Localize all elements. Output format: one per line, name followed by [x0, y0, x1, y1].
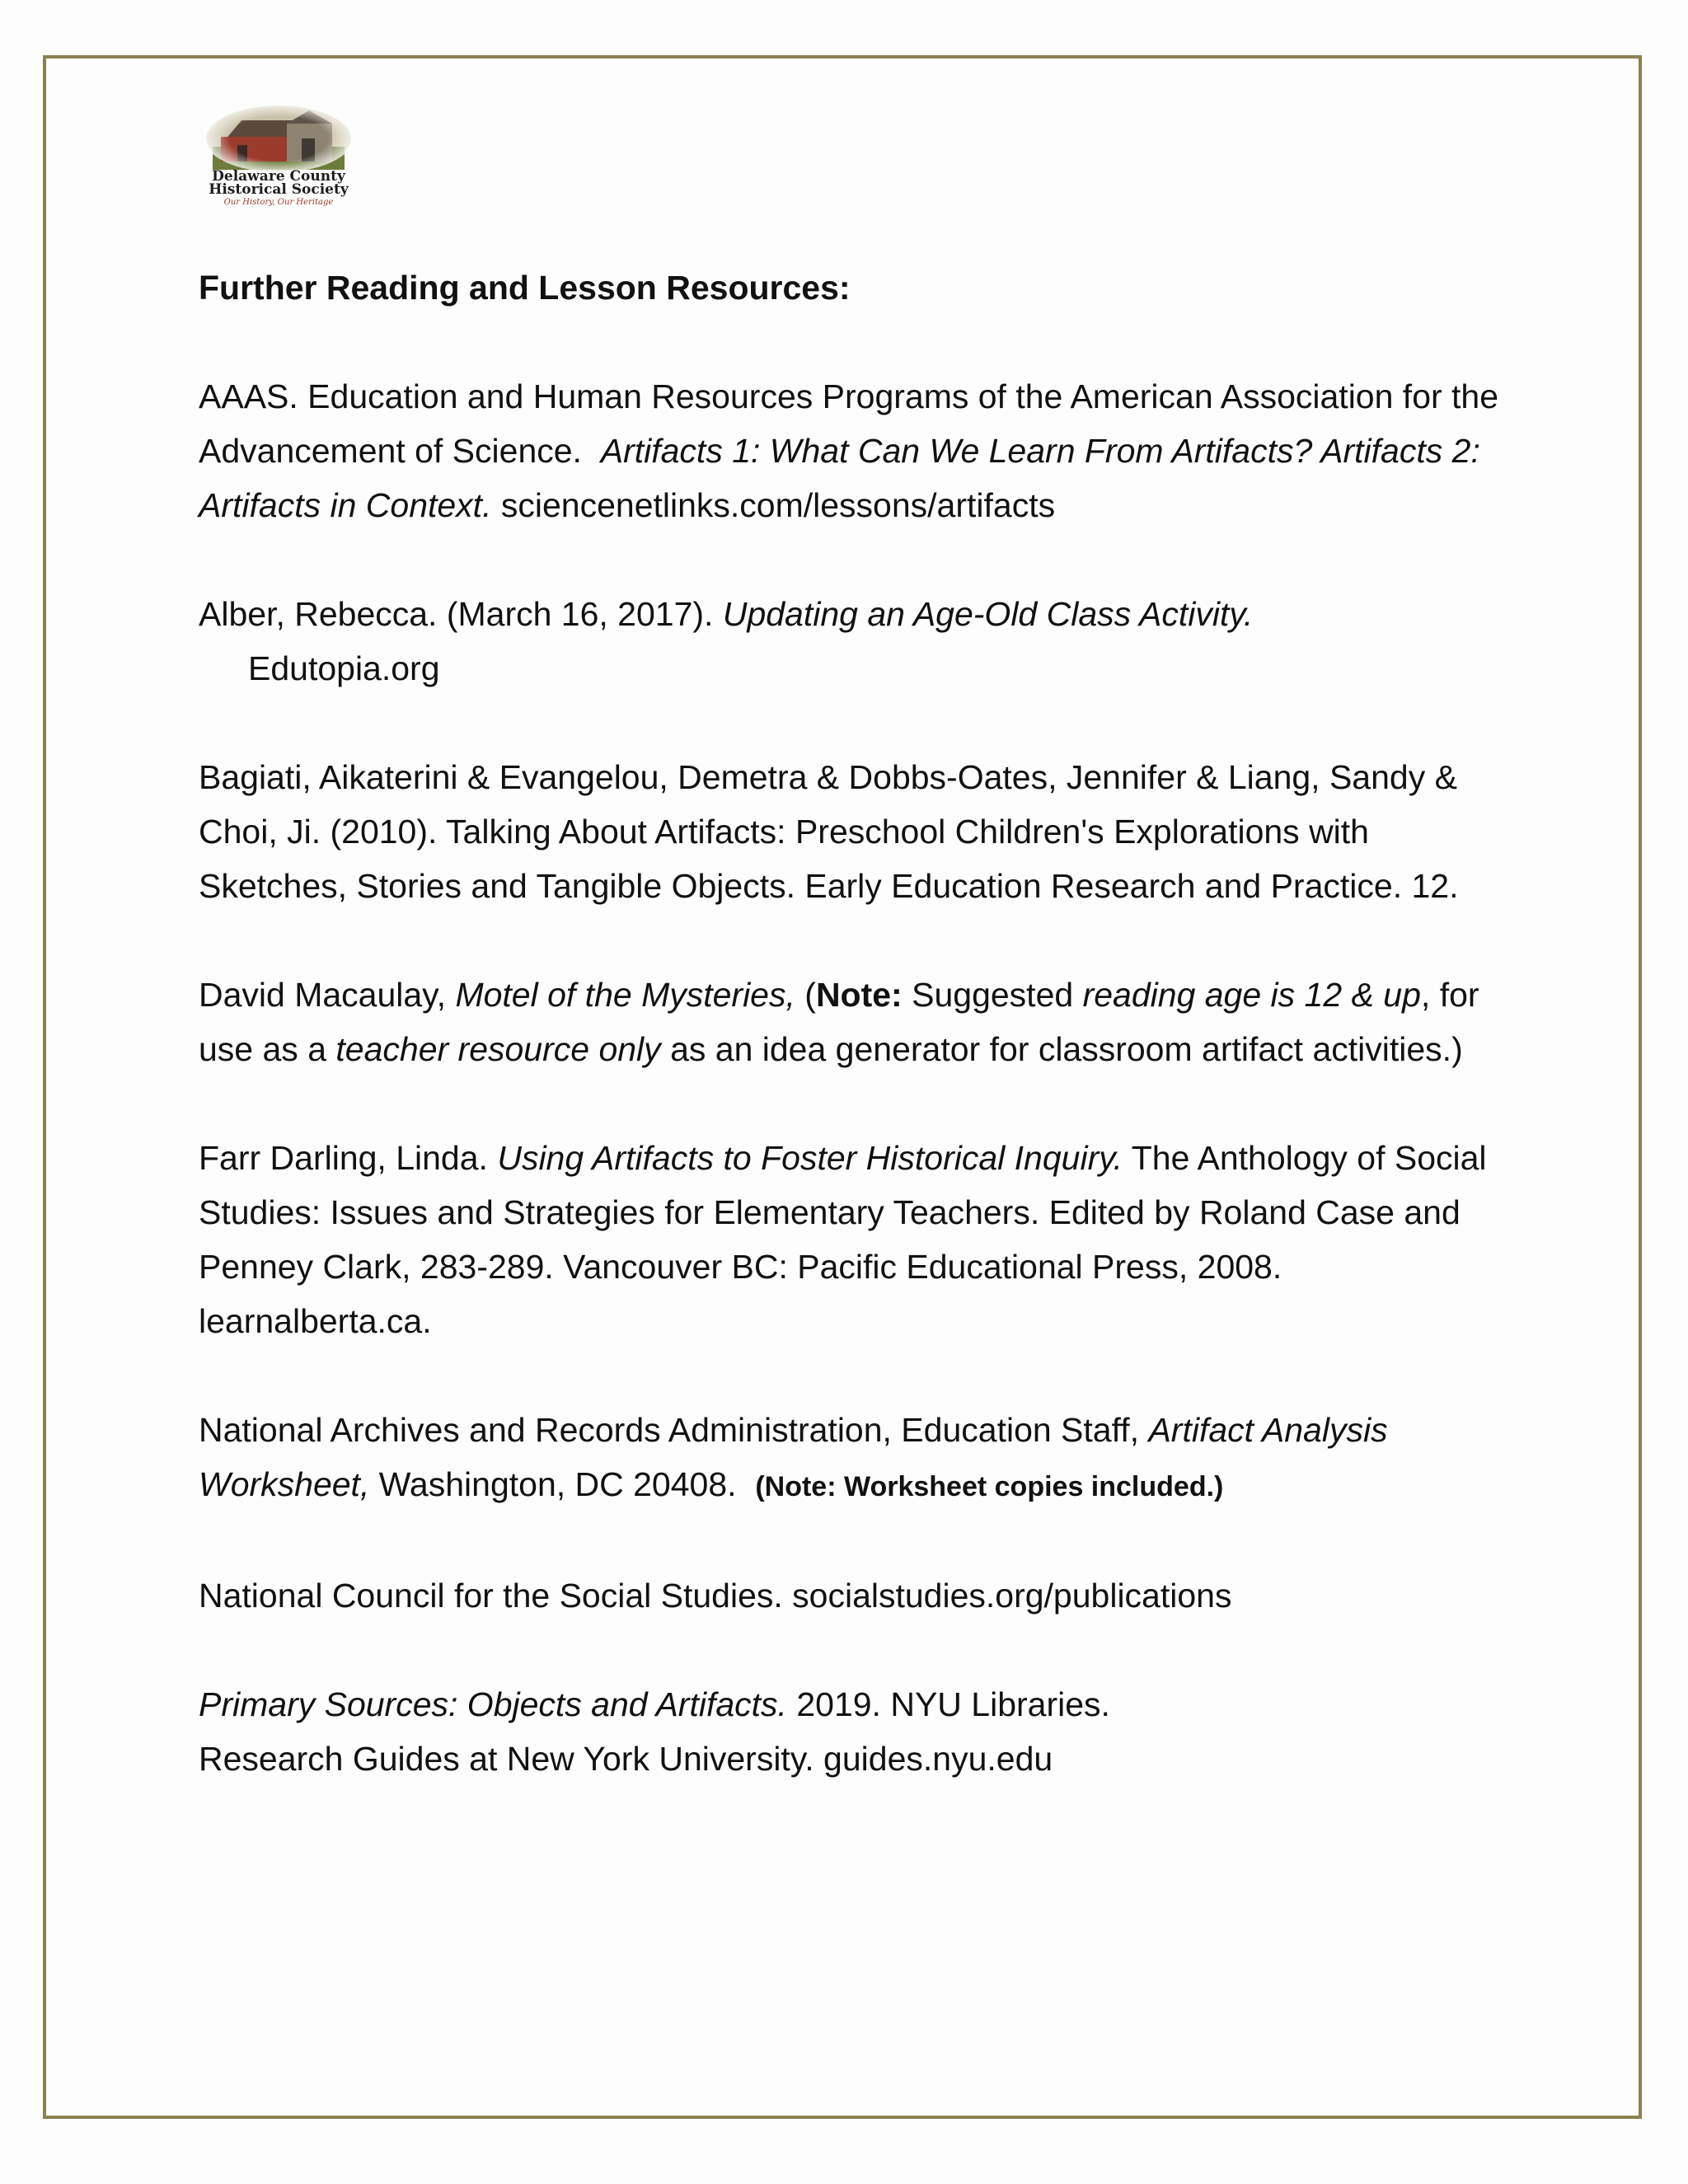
note-label: Note:: [815, 976, 903, 1014]
ref-emphasis: teacher resource only: [335, 1030, 661, 1068]
page-heading: Further Reading and Lesson Resources:: [199, 269, 851, 307]
ref-title: Using Artifacts to Foster Historical Inquiry.: [497, 1139, 1123, 1177]
ref-text: National Archives and Records Administration, Education Staff,: [199, 1411, 1140, 1449]
society-logo: [204, 105, 353, 213]
reference-farr-darling: [199, 1131, 1517, 1348]
reference-nara: [199, 1403, 1517, 1514]
reference-nyu: [199, 1677, 1517, 1786]
ref-title: Motel of the Mysteries,: [455, 976, 795, 1014]
ref-text: Bagiati, Aikaterini & Evangelou, Demetra & Dobbs-Oates, Jennifer & Liang, Sandy & Choi, Ji. (2010). Talking About Artifacts: Preschool Children's Explorations with Sketches, Stories and Tangible Objects. Early Education Research and Practice. 12.: [199, 758, 1459, 905]
reference-alber: [199, 587, 1517, 696]
ref-text: AAAS. Education and Human Resources Programs of the American Association for the Advancement of Science.: [199, 377, 1499, 470]
logo-line-2: Historical Society: [209, 181, 349, 198]
ref-text: 2019. NYU Libraries.: [796, 1685, 1110, 1723]
barn-image: [204, 105, 353, 171]
ref-title: Updating an Age-Old Class Activity.: [722, 595, 1254, 633]
ref-text: National Council for the Social Studies. socialstudies.org/publications: [199, 1577, 1232, 1615]
reference-macaulay: [199, 968, 1517, 1076]
ref-text: Farr Darling, Linda.: [199, 1139, 488, 1177]
ref-text: The Anthology of Social Studies: Issues and Strategies for Elementary Teachers. Edited by Roland Case and Penney Clark, 283-289. Vancouver BC: Pacific Educational Press, 2008. learnalberta.ca.: [199, 1139, 1487, 1340]
ref-url: Edutopia.org: [248, 649, 440, 687]
ref-title: Primary Sources: Objects and Artifacts.: [199, 1685, 787, 1723]
reference-aaas: [199, 369, 1517, 532]
ref-text: Suggested: [912, 976, 1074, 1014]
ref-text: Washington, DC 20408.: [378, 1465, 737, 1503]
note-label: (Note: Worksheet copies included.): [755, 1471, 1224, 1502]
ref-title: Artifacts 1: What Can We Learn From Artifacts? Artifacts 2: Artifacts in Context.: [199, 432, 1480, 524]
ref-text: Alber, Rebecca. (March 16, 2017).: [199, 595, 714, 633]
ref-text: (: [804, 976, 816, 1014]
ref-text: David Macaulay,: [199, 976, 447, 1014]
ref-text: , for use as a: [199, 976, 1479, 1068]
reference-bagiati: [199, 750, 1517, 913]
logo-text: [204, 170, 353, 209]
document-body: [199, 260, 1517, 1840]
ref-title: Artifact Analysis Worksheet,: [199, 1411, 1388, 1503]
ref-text: as an idea generator for classroom artifact activities.): [670, 1030, 1463, 1068]
ref-url: Research Guides at New York University. guides.nyu.edu: [199, 1740, 1053, 1778]
ref-emphasis: reading age is 12 & up: [1082, 976, 1421, 1014]
logo-tagline: Our History, Our Heritage: [223, 198, 334, 207]
logo-line-1: Delaware County: [212, 168, 345, 185]
reference-ncss: [199, 1568, 1517, 1623]
ref-url: sciencenetlinks.com/lessons/artifacts: [500, 486, 1056, 524]
